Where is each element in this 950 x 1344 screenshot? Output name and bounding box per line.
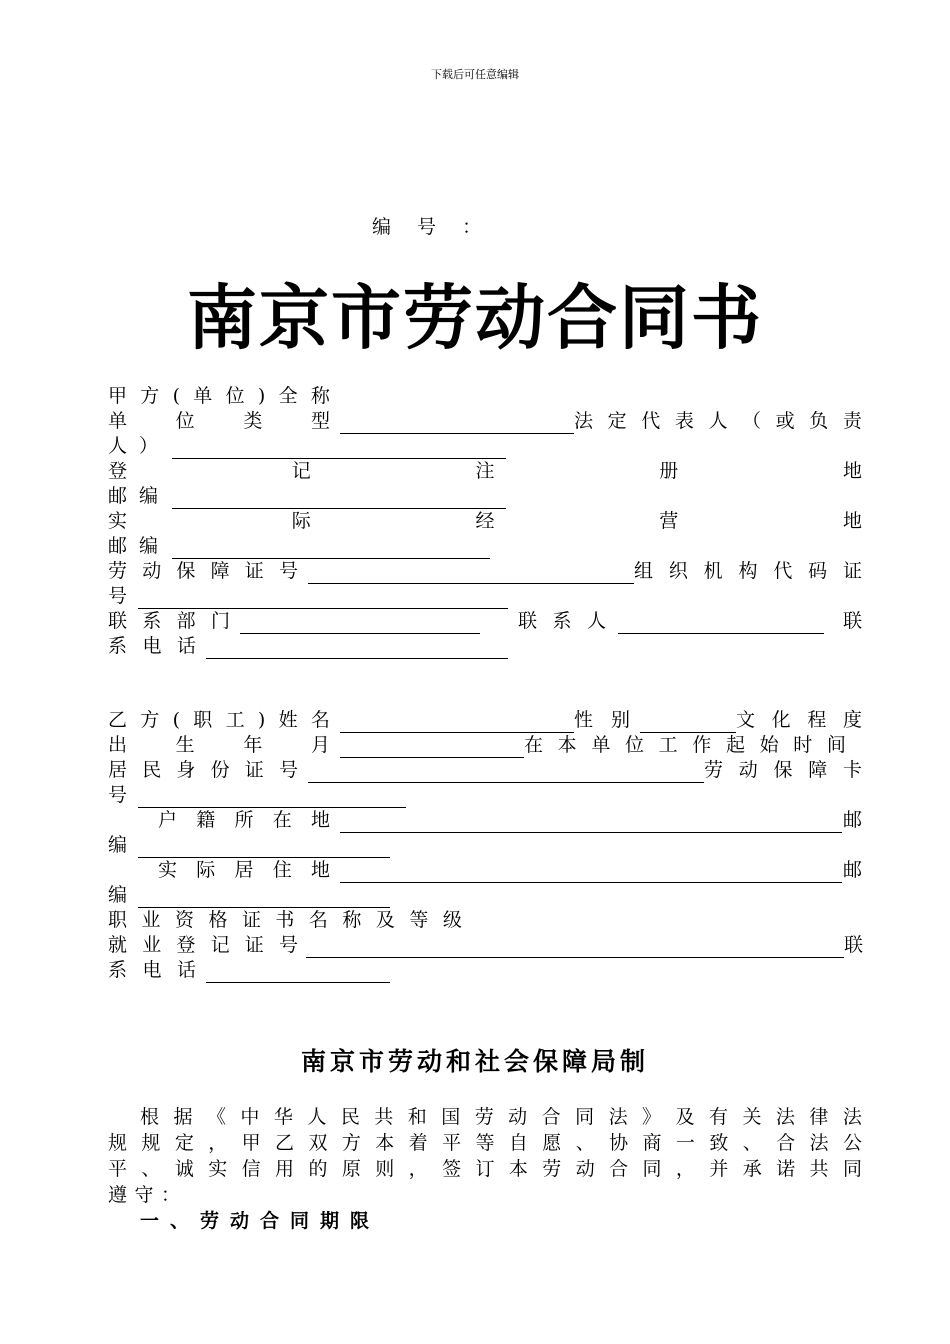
employee-phone-label-start: 联 — [844, 934, 864, 956]
business-address-label-3: 经 — [475, 510, 495, 532]
registered-address-label-3: 注 — [475, 460, 495, 482]
labor-cert-field[interactable] — [308, 563, 634, 584]
party-a-rep-row — [108, 434, 862, 459]
business-address-label-4: 营 — [659, 510, 679, 532]
qualification-row — [108, 908, 862, 933]
org-code-row — [108, 584, 862, 609]
employee-name-field[interactable] — [340, 712, 574, 733]
party-b-name-row — [108, 708, 862, 733]
registered-address-label-5: 地 — [842, 460, 862, 482]
hukou-postcode-label: 编 — [108, 834, 128, 856]
legal-rep-label: 法 定 代 表 人 （ 或 负 责 — [574, 410, 862, 432]
hukou-postcode-row — [108, 833, 862, 858]
unit-type-field[interactable] — [340, 413, 574, 434]
employee-name-label: 乙 方 ( 职 工 ) 姓 名 — [108, 709, 330, 731]
header-note: 下载后可任意编辑 — [431, 68, 519, 81]
start-date-label: 在 本 单 位 工 作 起 始 时 间 — [524, 734, 846, 756]
phone-label: 系 电 话 — [108, 635, 196, 657]
intro-line-2 — [108, 1131, 862, 1156]
hukou-label: 户 籍 所 在 地 — [158, 809, 330, 831]
residence-field[interactable] — [340, 862, 842, 883]
intro-text-1: 根 据 《 中 华 人 民 共 和 国 劳 动 合 同 法 》 及 有 关 法 律 法 — [140, 1106, 862, 1128]
phone-label-start: 联 — [842, 610, 862, 632]
issuing-bureau: 南京市劳动和社会保障局制 — [300, 1047, 649, 1076]
registered-address-label-2: 记 — [291, 460, 311, 482]
registered-postcode-row — [108, 484, 862, 509]
org-code-field[interactable] — [138, 588, 508, 609]
id-number-field[interactable] — [308, 762, 704, 783]
residence-row — [108, 858, 862, 883]
qualification-label: 职 业 资 格 证 书 名 称 及 等 级 — [108, 909, 462, 931]
intro-text-3: 平 、 诚 实 信 用 的 原 则 ， 签 订 本 劳 动 合 同 ， 并 承 诺 共 同 — [108, 1158, 862, 1180]
birth-date-label: 出 生 年 月 — [108, 734, 330, 756]
org-code-label: 组 织 机 构 代 码 证 — [634, 560, 862, 582]
gender-label: 性 别 — [574, 709, 630, 731]
social-card-label-cont: 号 — [108, 784, 128, 806]
business-address-label-1: 实 — [108, 510, 128, 532]
birth-row — [108, 733, 862, 758]
residence-postcode-label-start: 邮 — [842, 859, 862, 881]
social-card-field[interactable] — [138, 787, 406, 808]
party-a-fullname-row — [108, 384, 862, 409]
business-postcode-row — [108, 534, 862, 559]
org-code-label-cont: 号 — [108, 585, 128, 607]
business-address-label-2: 际 — [291, 510, 311, 532]
employment-reg-row — [108, 933, 862, 958]
contact-row — [108, 609, 862, 634]
business-address-row — [108, 509, 862, 534]
employee-phone-label: 系 电 话 — [108, 959, 196, 981]
contact-person-label: 联 系 人 — [518, 610, 606, 632]
contact-person-field[interactable] — [618, 613, 824, 634]
contact-dept-field[interactable] — [240, 613, 480, 634]
hukou-postcode-label-start: 邮 — [842, 809, 862, 831]
residence-postcode-field[interactable] — [138, 887, 390, 908]
intro-line-3 — [108, 1157, 862, 1182]
business-postcode-field[interactable] — [172, 538, 490, 559]
employee-phone-field[interactable] — [206, 962, 390, 983]
residence-label: 实 际 居 住 地 — [158, 859, 330, 881]
registered-address-row — [108, 459, 862, 484]
registered-postcode-label: 邮 编 — [108, 485, 158, 507]
registered-address-label-1: 登 — [108, 460, 128, 482]
employment-reg-label: 就 业 登 记 证 号 — [108, 934, 298, 956]
business-postcode-label: 邮 编 — [108, 535, 158, 557]
party-a-fullname-label: 甲 方 ( 单 位 ) 全 称 — [108, 385, 330, 407]
hukou-row — [108, 808, 862, 833]
legal-rep-label-cont: 人 ） — [108, 435, 158, 457]
gender-field[interactable] — [640, 712, 736, 733]
phone-field[interactable] — [206, 638, 508, 659]
hukou-postcode-field[interactable] — [138, 837, 390, 858]
id-number-label: 居 民 身 份 证 号 — [108, 759, 298, 781]
labor-cert-row — [108, 559, 862, 584]
intro-line-4 — [108, 1183, 862, 1208]
social-card-label: 劳 动 保 障 卡 — [704, 759, 862, 781]
document-title: 南京市劳动合同书 — [187, 277, 763, 359]
intro-line-1 — [108, 1105, 862, 1130]
registered-postcode-field[interactable] — [172, 488, 506, 509]
legal-rep-field[interactable] — [172, 438, 506, 459]
education-label: 文 化 程 度 — [736, 709, 862, 731]
section-1-heading: 一、劳动合同期限 — [140, 1210, 381, 1232]
intro-text-2: 规 规 定 ， 甲 乙 双 方 本 着 平 等 自 愿 、 协 商 一 致 、 合 法 公 — [108, 1132, 862, 1154]
registered-address-label-4: 册 — [659, 460, 679, 482]
residence-postcode-row — [108, 883, 862, 908]
intro-text-4: 遵 守 ： — [108, 1184, 180, 1206]
id-row — [108, 758, 862, 783]
contract-number-label: 编 号 ： — [372, 216, 492, 238]
contact-dept-label: 联 系 部 门 — [108, 610, 230, 632]
social-card-row — [108, 783, 862, 808]
unit-type-label: 单 位 类 型 — [108, 410, 330, 432]
birth-date-field[interactable] — [340, 737, 524, 758]
phone-row — [108, 634, 862, 659]
hukou-field[interactable] — [340, 812, 842, 833]
employment-reg-field[interactable] — [306, 937, 844, 958]
business-address-label-5: 地 — [842, 510, 862, 532]
employee-phone-row — [108, 958, 862, 983]
residence-postcode-label: 编 — [108, 884, 128, 906]
labor-cert-label: 劳 动 保 障 证 号 — [108, 560, 298, 582]
party-a-type-row — [108, 409, 862, 434]
